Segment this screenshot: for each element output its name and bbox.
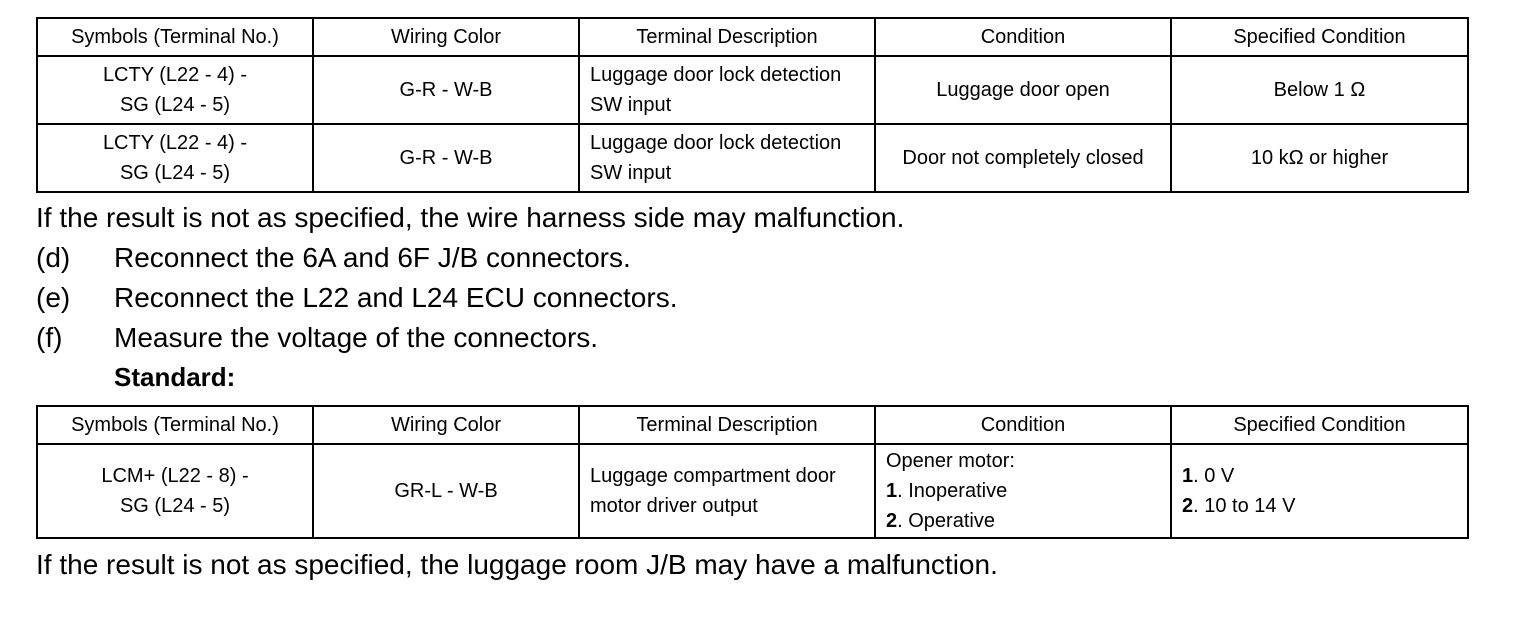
terminal-resistance-table [36, 17, 1469, 193]
step-text: Reconnect the L22 and L24 ECU connectors. [114, 282, 678, 313]
condition-item [886, 476, 1160, 506]
step-label: (d) [36, 242, 71, 273]
cell-condition: Luggage door open [875, 56, 1171, 124]
header-specified-condition: Specified Condition [1171, 406, 1468, 444]
description-line: Luggage door lock detection [590, 64, 842, 86]
header-symbols: Symbols (Terminal No.) [37, 406, 313, 444]
step-text: Reconnect the 6A and 6F J/B connectors. [114, 242, 631, 273]
specified-item [1182, 491, 1457, 521]
item-number: 2 [1182, 495, 1194, 517]
header-wiring-color: Wiring Color [313, 18, 579, 56]
cell-specified: 10 kΩ or higher [1171, 124, 1468, 192]
item-number: 1 [886, 480, 898, 502]
table-header-row [37, 406, 1468, 444]
cell-description [579, 124, 875, 192]
description-line: Luggage door lock detection [590, 132, 842, 154]
table-header-row [37, 18, 1468, 56]
standard-label: Standard: [114, 362, 236, 392]
header-terminal-description: Terminal Description [579, 18, 875, 56]
cell-condition: Door not completely closed [875, 124, 1171, 192]
symbol-line: LCTY (L22 - 4) - [102, 64, 248, 86]
specified-item [1182, 461, 1457, 491]
description-line: Luggage compartment door [590, 465, 836, 487]
table-row [37, 444, 1468, 538]
cell-wiring: G-R - W-B [313, 124, 579, 192]
cell-specified [1171, 444, 1468, 538]
cell-specified: Below 1 Ω [1171, 56, 1468, 124]
step-label: (f) [36, 322, 63, 353]
cell-symbol [37, 124, 313, 192]
description-line: SW input [590, 162, 672, 184]
step-e [36, 281, 677, 315]
cell-symbol [37, 444, 313, 538]
table-row [37, 56, 1468, 124]
header-specified-condition: Specified Condition [1171, 18, 1468, 56]
header-symbols: Symbols (Terminal No.) [37, 18, 313, 56]
description-line: motor driver output [590, 495, 758, 517]
result-note-harness: If the result is not as specified, the wire harness side may malfunction. [36, 202, 905, 233]
cell-wiring: GR-L - W-B [313, 444, 579, 538]
step-label: (e) [36, 282, 71, 313]
symbol-line: SG (L24 - 5) [119, 94, 231, 116]
cell-description [579, 444, 875, 538]
step-d [36, 241, 631, 275]
symbol-line: LCM+ (L22 - 8) - [101, 465, 249, 487]
header-wiring-color: Wiring Color [313, 406, 579, 444]
cell-description [579, 56, 875, 124]
item-text: . Operative [897, 510, 995, 532]
item-text: . Inoperative [897, 480, 1008, 502]
cell-wiring: G-R - W-B [313, 56, 579, 124]
result-note-jb: If the result is not as specified, the luggage room J/B may have a malfunction. [36, 549, 998, 580]
header-terminal-description: Terminal Description [579, 406, 875, 444]
table-row [37, 124, 1468, 192]
item-text: . 10 to 14 V [1193, 495, 1296, 517]
header-condition: Condition [875, 18, 1171, 56]
cell-symbol [37, 56, 313, 124]
item-number: 2 [886, 510, 898, 532]
header-condition: Condition [875, 406, 1171, 444]
symbol-line: SG (L24 - 5) [119, 495, 231, 517]
condition-item [886, 506, 1160, 536]
item-text: . 0 V [1193, 465, 1235, 487]
symbol-line: LCTY (L22 - 4) - [102, 132, 248, 154]
symbol-line: SG (L24 - 5) [119, 162, 231, 184]
description-line: SW input [590, 94, 672, 116]
condition-heading: Opener motor: [886, 450, 1015, 472]
step-text: Measure the voltage of the connectors. [114, 322, 599, 353]
step-f [36, 321, 598, 355]
terminal-voltage-table [36, 405, 1469, 539]
cell-condition [875, 444, 1171, 538]
item-number: 1 [1182, 465, 1194, 487]
